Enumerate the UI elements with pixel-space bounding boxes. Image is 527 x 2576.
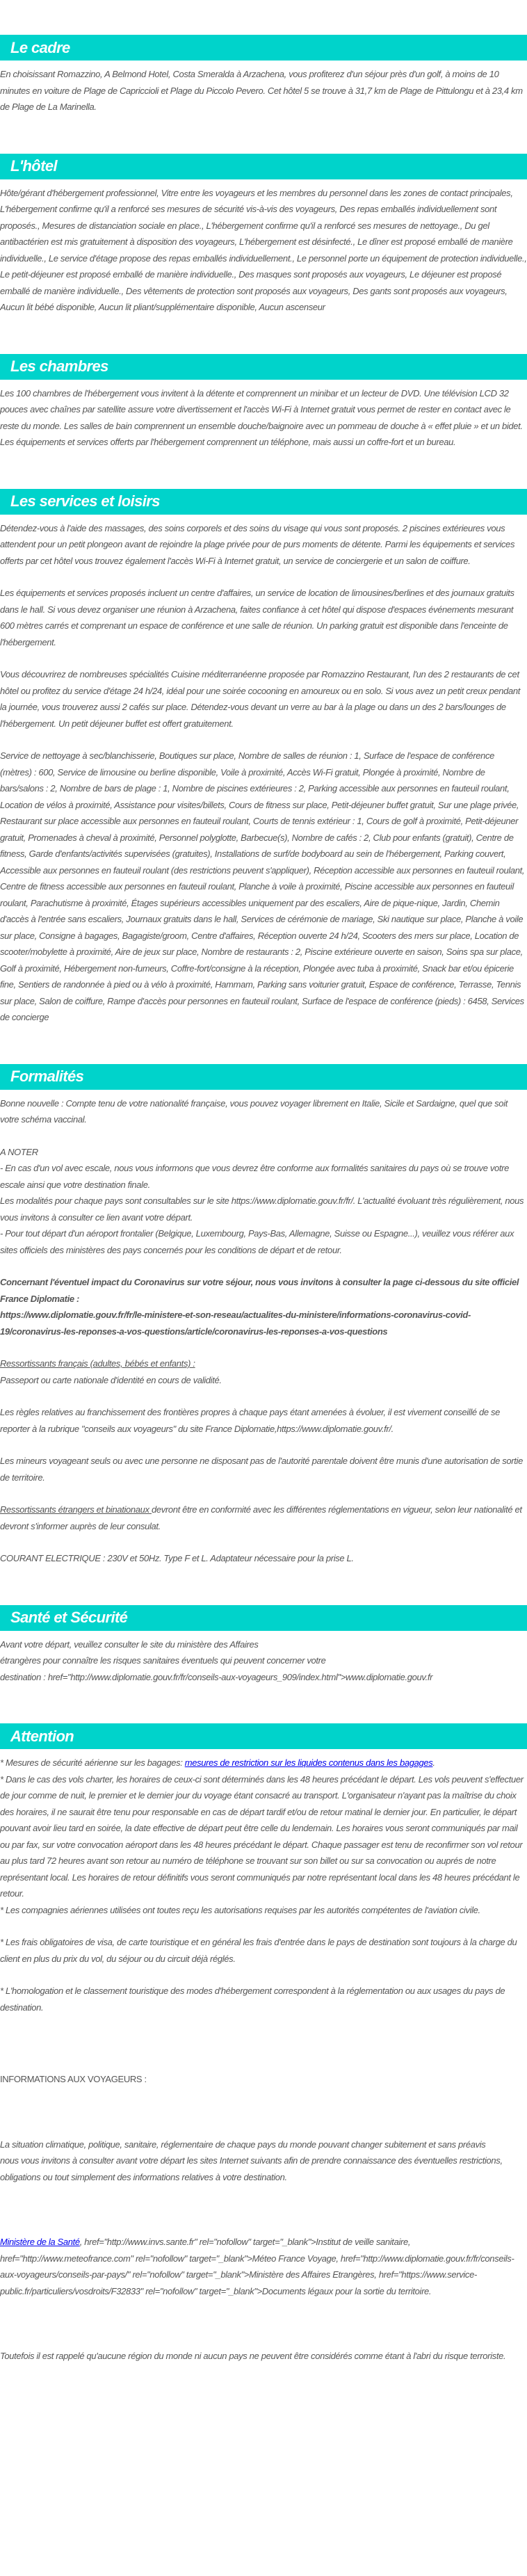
section-title: Attention [10,1727,74,1745]
text-segment: Vous découvrirez de nombreuses spécialités Cuisine méditerranéenne proposée par Romazzino Restaurant, l'un des 2 restaurants de cet hôtel ou profitez du service d'étage 24 h/24, idéal pour une soirée cocooning en amoureux ou en solo. Si vous avez un petit creux pendant la journée, vous trouverez aussi 2 cafés sur place. Détendez-vous devant un verre au bar à la plage ou dans un des 2 bars/lounges de l'hébergement. Un petit déjeuner buffet est offert gratuitement. [0,669,521,729]
paragraph [0,1502,527,1534]
text-segment: Détendez-vous à l'aide des massages, des soins corporels et des soins du visage qui vous sont proposés. 2 piscines extérieures vous attendent pour un petit plongeon avant de rejoindre la plage privée pour de purs moments de détente. Parmi les équipements et services offerts par cet hôtel vous trouvez également l'accès Wi-Fi à Internet gratuit, un service de conciergerie et un salon de coiffure. [0,522,515,566]
section-cadre [0,35,527,115]
paragraph [0,1355,527,1388]
text-segment: Passeport ou carte nationale d'identité en cours de validité. [0,1374,222,1385]
text-segment: Concernant l'éventuel impact du Coronavirus sur votre séjour, nous vous invitons à consulter la page ci-dessous du site officiel France Diplomatie : https://www.diplomatie.gouv.fr/fr/le-ministere-et-son-reseau/actualites-du-ministere/informations-coronavirus-covid-19/coronavirus-les-reponses-a-vos-questions/article/coronavirus-les-reponses-a-vos-questions [0,1277,519,1337]
paragraph [0,1636,527,1686]
section-sante [0,1605,527,1686]
text-segment: Avant votre départ, veuillez consulter le site du ministère des Affaires étrangères pour connaître les risques sanitaires éventuels qui peuvent concerner votre destination : href="http://www.diplomatie.gouv.fr/fr/conseils-aux-voyageurs_909/index.html">www.diplomatie.gouv.fr [0,1639,433,1682]
text-segment: En choisissant Romazzino, A Belmond Hotel, Costa Smeralda à Arzachena, vous profiterez d'un séjour près d'un golf, à moins de 10 minutes en voiture de Plage de Capriccioli et Plage du Piccolo Pevero. Cet hôtel 5 se trouve à 31,7 km de Plage de Pittulongu et à 23,4 km de Plage de La Marinella. [0,69,523,112]
text-segment: COURANT ELECTRIQUE : 230V et 50Hz. Type F et L. Adaptateur nécessaire pour la prise L. [0,1553,354,1563]
paragraph [0,1755,527,1918]
paragraph [0,2136,527,2186]
text-segment: . * Dans le cas des vols charter, les horaires de ceux-ci sont déterminés dans les 48 heures précédant le départ. Les vols peuvent s'effectuer de jour comme de nuit, le premier et le dernier jour du voyage étant consacré au transport. L'organisateur n'ayant pas la maîtrise du choix des horaires, il ne saurait être tenu pour responsable en cas de départ tardif et/ou de retour matinal le dernier jour. En particulier, le départ pouvant avoir lieu tard en soirée, la date effective de départ peut être celle du lendemain. Les horaires vous seront communiqués par mail ou par fax, sur votre convocation aéroport dans les 48 heures précédant le départ. Chaque passager est tenu de reconfirmer son vol retour au plus tard 72 heures avant son retour au numéro de téléphone se trouvant sur son billet ou sur sa convocation ou auprés de notre représentant local. Les horaires de retour définitifs vous seront communiqués par notre représentant local dans les 48 heures précédant le retour. * Les compagnies aériennes utilisées ont toutes reçu les autorisations requises par les autorités compétentes de l'aviation civile. [0,1757,524,1915]
paragraph [0,666,527,732]
section-title: Le cadre [10,38,70,56]
section-header [0,354,527,380]
section-title: Les chambres [10,357,108,375]
text-segment: Service de nettoyage à sec/blanchisserie, Boutiques sur place, Nombre de salles de réunion : 1, Surface de l'espace de conférence (mètres) : 600, Service de limousine ou berline disponible, Voile à proximité, Accès Wi-Fi gratuit, Plongée à proximité, Nombre de bars/salons : 2, Nombre de bars de plage : 1, Nombre de piscines extérieures : 2, Parking accessible aux personnes en fauteuil roulant, Location de vélos à proximité, Assistance pour visites/billets, Cours de fitness sur place, Petit-déjeuner buffet gratuit, Sur une plage privée, Restaurant sur place accessible aux personnes en fauteuil roulant, Courts de tennis extérieur : 1, Cours de golf à proximité, Petit-déjeuner gratuit, Promenades à cheval à proximité, Personnel polyglotte, Barbecue(s), Nombre de cafés : 2, Club pour enfants (gratuit), Centre de fitness, Garde d'enfants/activités supervisées (gratuites), Installations de surf/de bodyboard au sein de l'hébergement, Parking couvert, Accessible aux personnes en fauteuil roulant (des restrictions peuvent s'appliquer), Réception accessible aux personnes en fauteuil roulant, Centre de fitness accessible aux personnes en fauteuil roulant, Planche à voile à proximité, Piscine accessible aux personnes en fauteuil roulant, Parachutisme à proximité, Étages supérieurs accessibles uniquement par des escaliers, Aire de pique-nique, Jardin, Chemin d'accès à l'entrée sans escaliers, Journaux gratuits dans le hall, Services de cérémonie de mariage, Ski nautique sur place, Planche à voile sur place, Consigne à bagages, Bagagiste/groom, Centre d'affaires, Réception ouverte 24 h/24, Scooters des mers sur place, Location de scooter/mobylette à proximité, Aire de jeux sur place, Nombre de restaurants : 2, Piscine extérieure ouverte en saison, Soins spa sur place, Golf à proximité, Hébergement non-fumeurs, Coffre-fort/consigne à la réception, Plongée avec tuba à proximité, Snack bar et/ou épicerie fine, Sentiers de randonnée à pied ou à vélo à proximité, Hammam, Parking sans voiturier gratuit, Espace de conférence, Terrasse, Tennis sur place, Salon de coiffure, Rampe d'accès pour personnes en fauteuil roulant, Surface de l'espace de conférence (pieds) : 6458, Services de concierge [0,750,525,1022]
section-header [0,1723,527,1749]
section-hotel [0,154,527,316]
paragraph [0,1983,527,2015]
text-segment: Les 100 chambres de l'hébergement vous invitent à la détente et comprennent un minibar et un lecteur de DVD. Une télévision LCD 32 pouces avec chaînes par satellite assure votre divertissement et l'accès Wi-Fi à Internet gratuit vous permet de rester en contact avec le reste du monde. Les salles de bain comprennent un ensemble douche/baignoire avec un pommeau de douche à « effet pluie » et un bidet. Les équipements et services offerts par l'hébergement comprennent un téléphone, mais aussi un coffre-fort et un bureau. [0,387,523,447]
paragraph [0,1453,527,1486]
section-title: Les services et loisirs [10,492,160,510]
text-segment: Bonne nouvelle : Compte tenu de votre nationalité française, vous pouvez voyager librement en Italie, Sicile et Sardaigne, quel que soit votre schéma vaccinal. [0,1097,508,1125]
paragraph [0,585,527,650]
paragraph [0,520,527,570]
section-header [0,1064,527,1090]
text-segment: * Les frais obligatoires de visa, de carte touristique et en général les frais d'entrée dans le pays de destination sont toujours à la charge du client en plus du prix du vol, du séjour ou du circuit déjà réglés. [0,1937,517,1964]
section-header [0,1605,527,1631]
section-header [0,35,527,61]
text-segment: La situation climatique, politique, sanitaire, réglementaire de chaque pays du monde pouvant changer subitement et sans préavis nous vous invitons à consulter avant votre départ les sites Internet suivants afin de prendre connaissance des éventuelles restrictions, obligations ou tout simplement des informations relatives à votre destination. [0,2139,503,2182]
paragraph [0,1934,527,1967]
text-segment: Les équipements et services proposés incluent un centre d'affaires, un service de location de limousines/berlines et des journaux gratuits dans le hall. Si vous devez organiser une réunion à Arzachena, faites confiance à cet hôtel qui dispose d'espaces événements mesurant 600 mètres carrés et comprenant un espace de conférence et une salle de réunion. Un parking gratuit est disponible dans l'enceinte de l'hébergement. [0,588,514,647]
paragraph [0,1095,527,1128]
text-link[interactable]: mesures de restriction sur les liquides contenus dans les bagages [184,1757,433,1768]
paragraph [0,66,527,115]
text-segment: INFORMATIONS AUX VOYAGEURS : [0,2074,147,2084]
text-segment: Ressortissants étrangers et binationaux [0,1504,152,1515]
paragraph [0,185,527,316]
paragraph [0,2234,527,2299]
section-title: Formalités [10,1068,84,1085]
paragraph [0,2071,527,2088]
section-title: L'hôtel [10,157,58,175]
text-segment: Les mineurs voyageant seuls ou avec une personne ne disposant pas de l'autorité parentale doivent être munis d'une autorisation de sortie de territoire. [0,1456,523,1483]
text-segment: * L'homologation et le classement touristique des modes d'hébergement correspondent à la réglementation ou aux usages du pays de destination. [0,1986,505,2013]
section-header [0,489,527,515]
section-attention [0,1723,527,2365]
section-chambres [0,354,527,451]
paragraph [0,2348,527,2365]
paragraph [0,1274,527,1339]
text-link[interactable]: Ministère de la Santé [0,2237,80,2247]
section-formalites [0,1064,527,1567]
section-header [0,154,527,179]
paragraph [0,385,527,451]
section-title: Santé et Sécurité [10,1609,128,1626]
section-services [0,489,527,1026]
text-segment: * Mesures de sécurité aérienne sur les bagages: [0,1757,185,1768]
text-segment: Hôte/gérant d'hébergement professionnel, Vitre entre les voyageurs et les membres du personnel dans les zones de contact principales, L'hébergement confirme qu'il a renforcé ses mesures de sécurité vis-à-vis des voyageurs, Des repas emballés individuellement sont proposés., Mesures de distanciation sociale en place., L'hébergement confirme qu'il a renforcé ses mesures de nettoyage., Du gel antibactérien est mis gratuitement à disposition des voyageurs, L'hébergement est désinfecté., Le dîner est proposé emballé de manière individuelle., Le service d'étage propose des repas emballés individuellement., Le personnel porte un équipement de protection individuelle., Le petit-déjeuner est proposé emballé de manière individuelle., Des masques sont proposés aux voyageurs, Le déjeuner est proposé emballé de manière individuelle., Des vêtements de protection sont proposés aux voyageurs, Des gants sont proposés aux voyageurs, Aucun lit bébé disponible, Aucun lit pliant/supplémentaire disponible, Aucun ascenseur [0,187,527,312]
paragraph [0,1404,527,1437]
text-segment: Toutefois il est rappelé qu'aucune région du monde ni aucun pays ne peuvent être considérés comme étant à l'abri du risque terroriste. [0,2351,506,2361]
text-segment: , href="http://www.invs.sante.fr" rel="nofollow" target="_blank">Institut de veille sanitaire, href="http://www.meteofrance.com" rel="nofollow" target="_blank">Méteo France Voyage, href="http://www.diplomatie.gouv.fr/fr/conseils-aux-voyageurs/conseils-par-pays/" rel="nofollow" target="_blank">Ministère des Affaires Etrangères, href="https://www.service-public.fr/particuliers/vosdroits/F32833" rel="nofollow" target="_blank">Documents légaux pour la sortie du territoire. [0,2237,514,2296]
paragraph [0,748,527,1026]
paragraph [0,1550,527,1567]
paragraph [0,1144,527,1259]
text-segment: Ressortissants français (adultes, bébés et enfants) : [0,1358,195,1369]
text-segment: A NOTER - En cas d'un vol avec escale, nous vous informons que vous devrez être conforme aux formalités sanitaires du pays où se trouve votre escale ainsi que votre destination finale. Les modalités pour chaque pays sont consultables sur le site https://www.diplomatie.gouv.fr/fr/. L'actualité évoluant très régulièrement, nous vous invitons à consulter ce lien avant votre départ. - Pour tout départ d'un aéroport frontalier (Belgique, Luxembourg, Pays-Bas, Allemagne, Suisse ou Espagne...), veuillez vous référer aux sites officiels des ministères des pays concernés pour les conditions de départ et de retour. [0,1146,524,1255]
text-segment: devront être en conformité avec les différentes réglementations en vigueur, selon leur nationalité et devront s'informer auprès de leur consulat. [0,1504,522,1531]
text-segment: Les règles relatives au franchissement des frontières propres à chaque pays étant amenées à évoluer, il est vivement conseillé de se reporter à la rubrique "conseils aux voyageurs" du site France Diplomatie,https://www.diplomatie.gouv.fr/. [0,1407,501,1434]
